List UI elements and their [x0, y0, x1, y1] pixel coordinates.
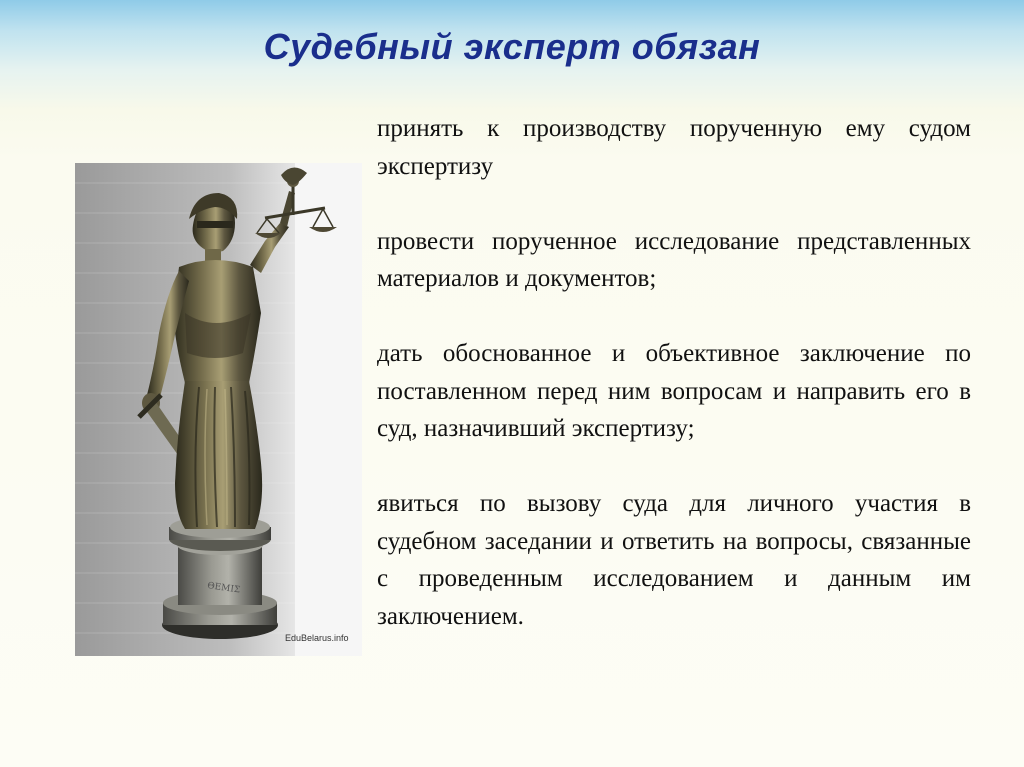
duties-list — [377, 110, 971, 673]
duty-item: провести порученное исследование представленных материалов и документов; — [377, 227, 971, 292]
slide-title: Судебный эксперт обязан — [263, 26, 761, 67]
svg-text:ΘΕΜΙΣ: ΘΕΜΙΣ — [206, 581, 241, 596]
image-watermark: EduBelarus.info — [285, 633, 349, 643]
duty-item: дать обоснованное и объективное заключение по поставленном перед ним вопросам и направить его в суд, назначивший экспертизу; — [377, 340, 971, 442]
duty-item: явиться по вызову суда для личного участия в судебном заседании и ответить на вопросы, связанные с проведенным исследованием и данным им заключением. — [377, 490, 971, 630]
themis-statue-image — [75, 163, 362, 656]
duty-item: принять к производству порученную ему судом экспертизу — [377, 115, 971, 180]
